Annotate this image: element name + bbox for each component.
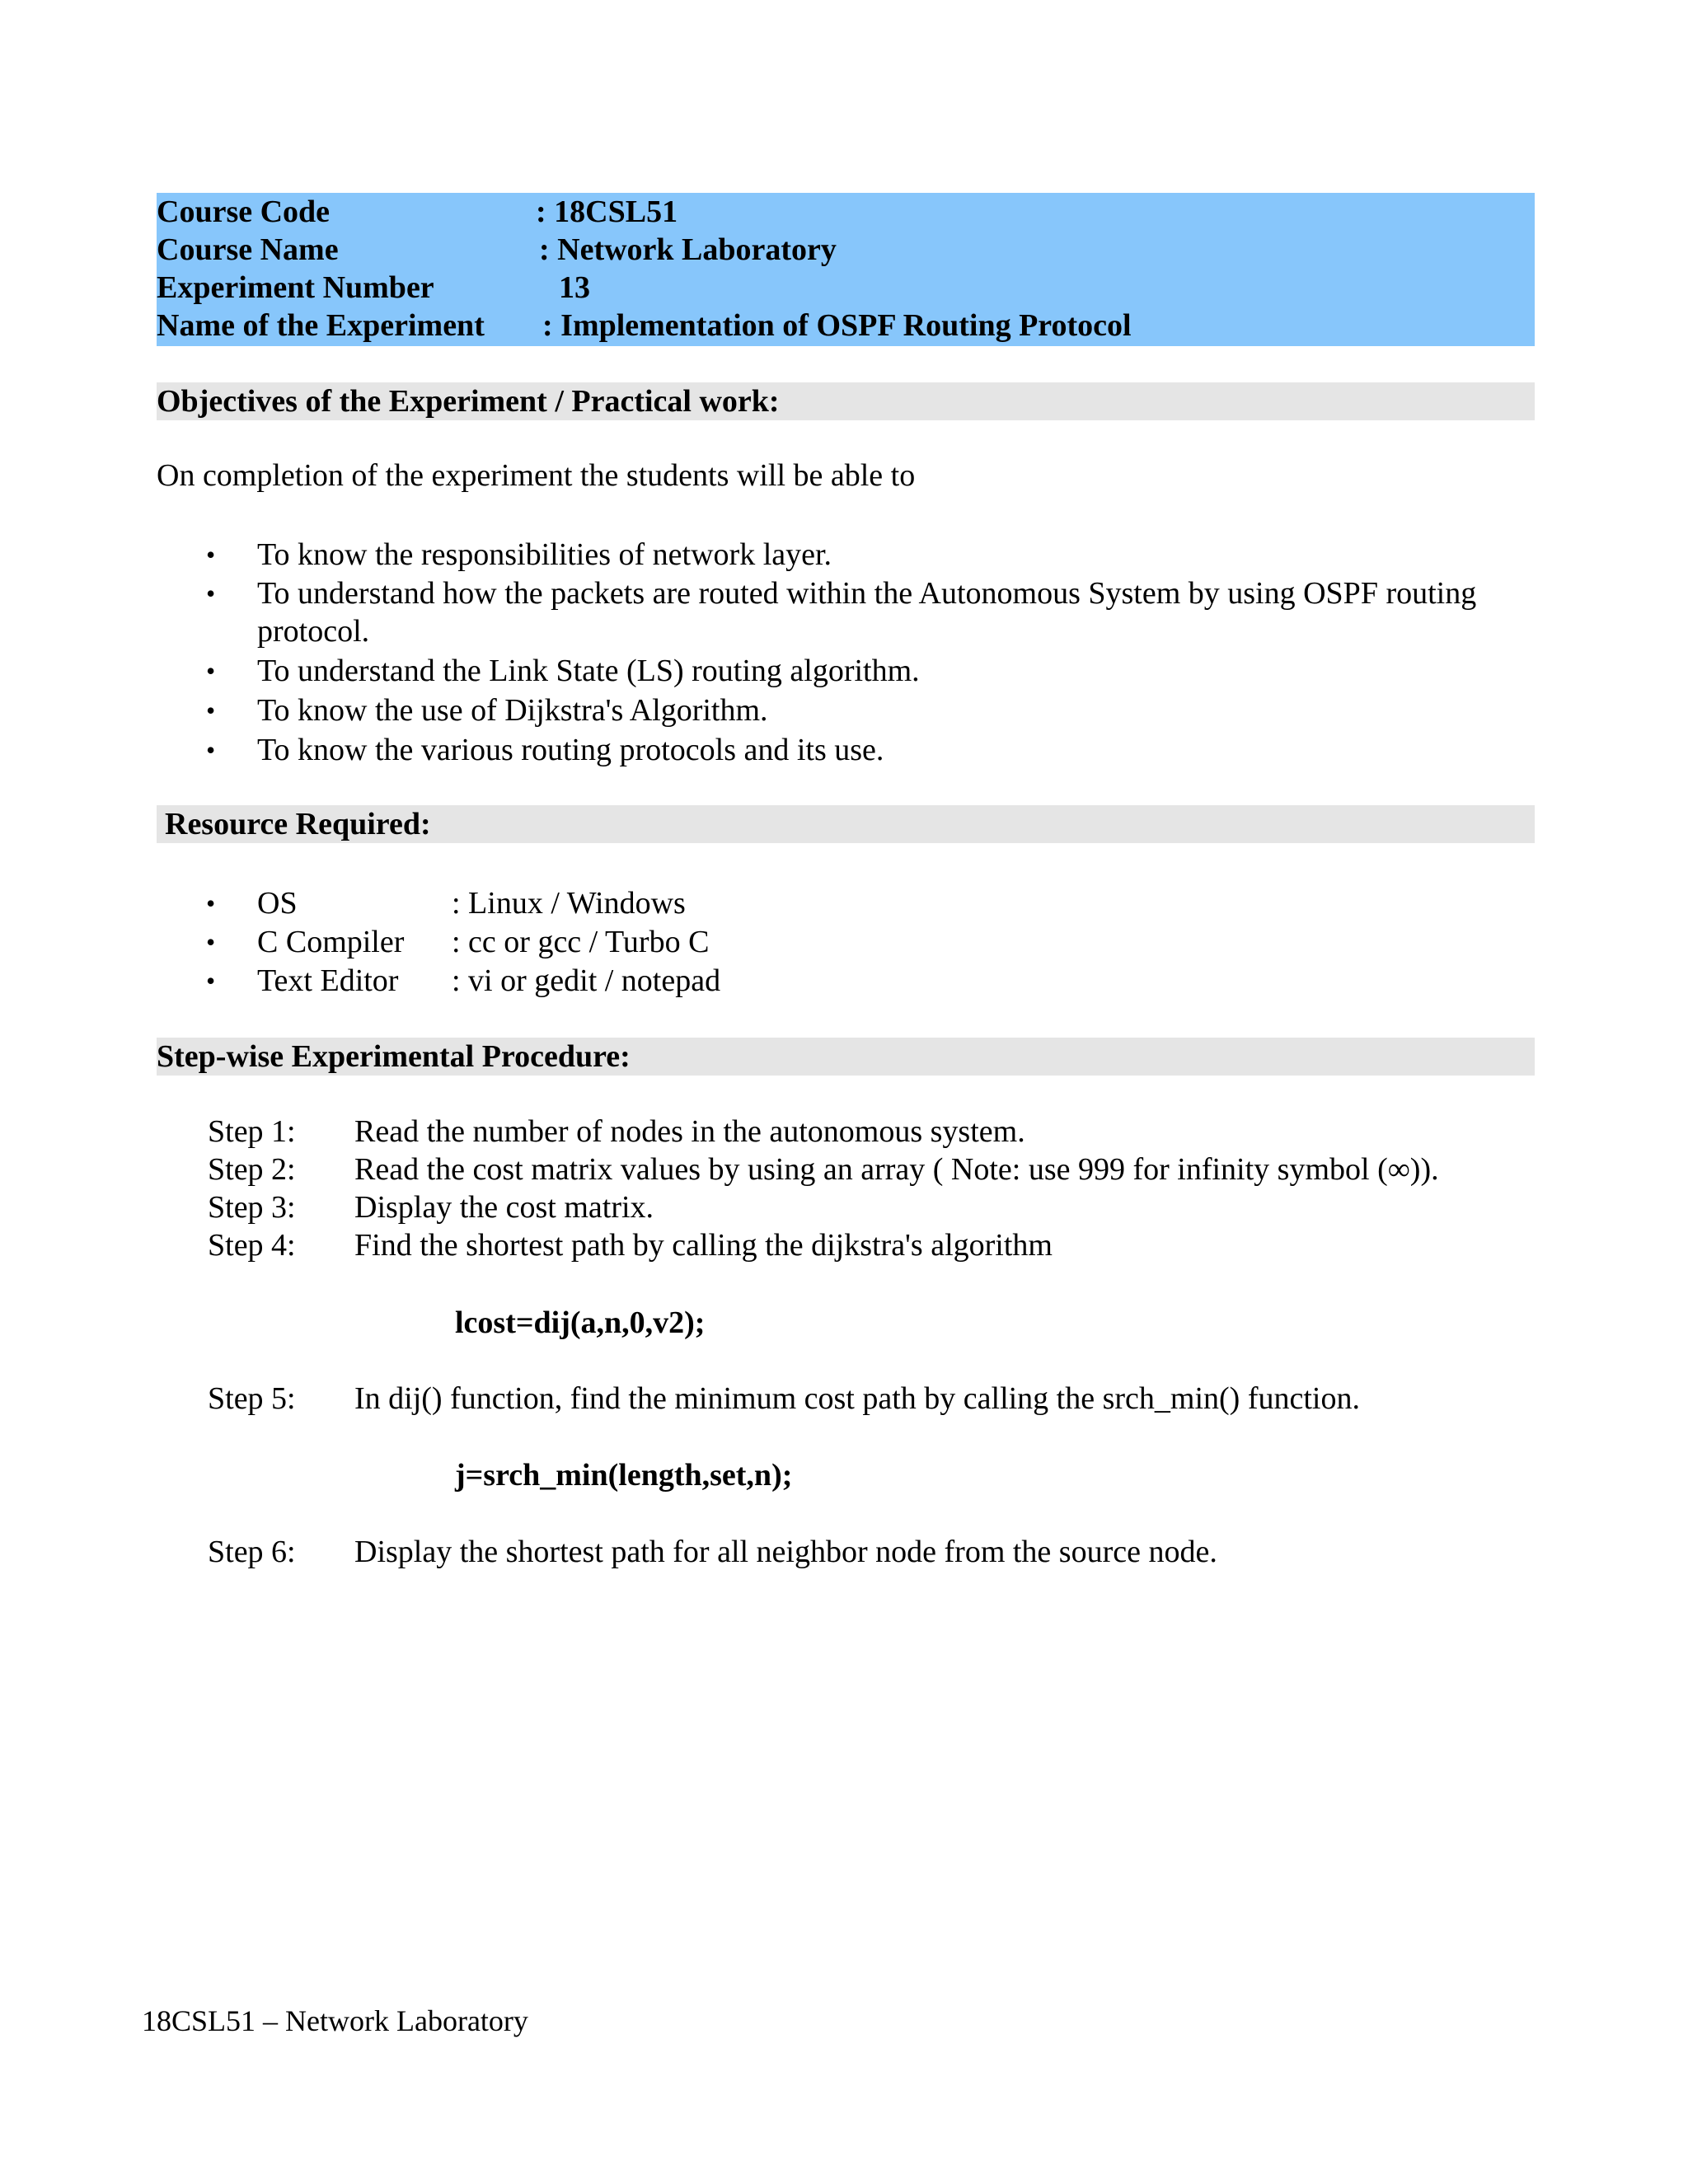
header-row-experiment-name [157, 307, 1535, 344]
procedure-step-3 [208, 1188, 1526, 1226]
step-text: Display the shortest path for all neighbor node from the source node. [354, 1535, 1217, 1569]
header-label: Course Code [157, 194, 331, 229]
objective-text: To understand the Link State (LS) routing algorithm. [257, 654, 920, 688]
step-label: Step 4: [208, 1228, 296, 1263]
step-label: Step 6: [208, 1535, 296, 1569]
resource-name: OS [257, 886, 298, 921]
objective-text: To understand how the packets are routed within the Autonomous System by using OSPF routing protocol. [257, 576, 1477, 649]
procedure-step-1 [208, 1113, 1526, 1151]
bullet-icon: • [206, 540, 216, 569]
header-value: : Implementation of OSPF Routing Protocol [542, 308, 1132, 343]
step-text: Find the shortest path by calling the dijkstra's algorithm [354, 1228, 1053, 1263]
objective-text: To know the responsibilities of network layer. [257, 537, 832, 572]
header-value: 13 [559, 270, 590, 305]
bullet-icon: • [206, 735, 216, 765]
header-row-experiment-number [157, 269, 1535, 307]
step-label: Step 3: [208, 1190, 296, 1225]
objective-text: To know the use of Dijkstra's Algorithm. [257, 693, 768, 728]
procedure-step-5 [208, 1380, 1526, 1418]
bullet-icon: • [206, 696, 216, 725]
header-value: : 18CSL51 [536, 194, 678, 229]
header-label: Course Name [157, 232, 339, 267]
resource-name: C Compiler [257, 925, 405, 959]
step-label: Step 2: [208, 1152, 296, 1187]
resource-item-os [206, 884, 1030, 922]
step-text: In dij() function, find the minimum cost path by calling the srch_min() function. [354, 1381, 1360, 1416]
step-text: Display the cost matrix. [354, 1190, 654, 1225]
page-footer: 18CSL51 – Network Laboratory [142, 2004, 528, 2037]
code-line-srch-min-call: j=srch_min(length,set,n); [455, 1458, 793, 1493]
bullet-icon: • [206, 656, 216, 686]
resource-name: Text Editor [257, 963, 399, 998]
bullet-icon: • [206, 579, 216, 608]
resource-value: : vi or gedit / notepad [452, 963, 721, 998]
objective-text: To know the various routing protocols and its use. [257, 733, 884, 767]
resources-heading: Resource Required: [157, 805, 1535, 843]
procedure-heading: Step-wise Experimental Procedure: [157, 1038, 1535, 1076]
code-line-dij-call: lcost=dij(a,n,0,v2); [455, 1305, 706, 1340]
bullet-icon: • [206, 927, 216, 957]
objectives-intro: On completion of the experiment the students will be able to [157, 458, 916, 493]
procedure-step-6 [208, 1533, 1526, 1571]
resource-value: : cc or gcc / Turbo C [452, 925, 710, 959]
header-row-course-name [157, 231, 1535, 269]
step-text: Read the number of nodes in the autonomous system. [354, 1114, 1025, 1149]
resource-item-compiler [206, 923, 1030, 961]
resource-item-editor [206, 962, 1030, 1000]
objectives-heading: Objectives of the Experiment / Practical work: [157, 382, 1535, 420]
header-row-course-code [157, 193, 1535, 231]
procedure-step-4 [208, 1226, 1526, 1264]
step-label: Step 5: [208, 1381, 296, 1416]
bullet-icon: • [206, 888, 216, 918]
header-label: Experiment Number [157, 270, 434, 305]
step-text: Read the cost matrix values by using an array ( Note: use 999 for infinity symbol (∞)). [354, 1152, 1439, 1187]
step-label: Step 1: [208, 1114, 296, 1149]
header-value: : Network Laboratory [539, 232, 837, 267]
course-info-header [157, 193, 1535, 346]
procedure-step-2 [208, 1151, 1526, 1188]
header-label: Name of the Experiment [157, 308, 485, 343]
bullet-icon: • [206, 966, 216, 996]
resource-value: : Linux / Windows [452, 886, 686, 921]
